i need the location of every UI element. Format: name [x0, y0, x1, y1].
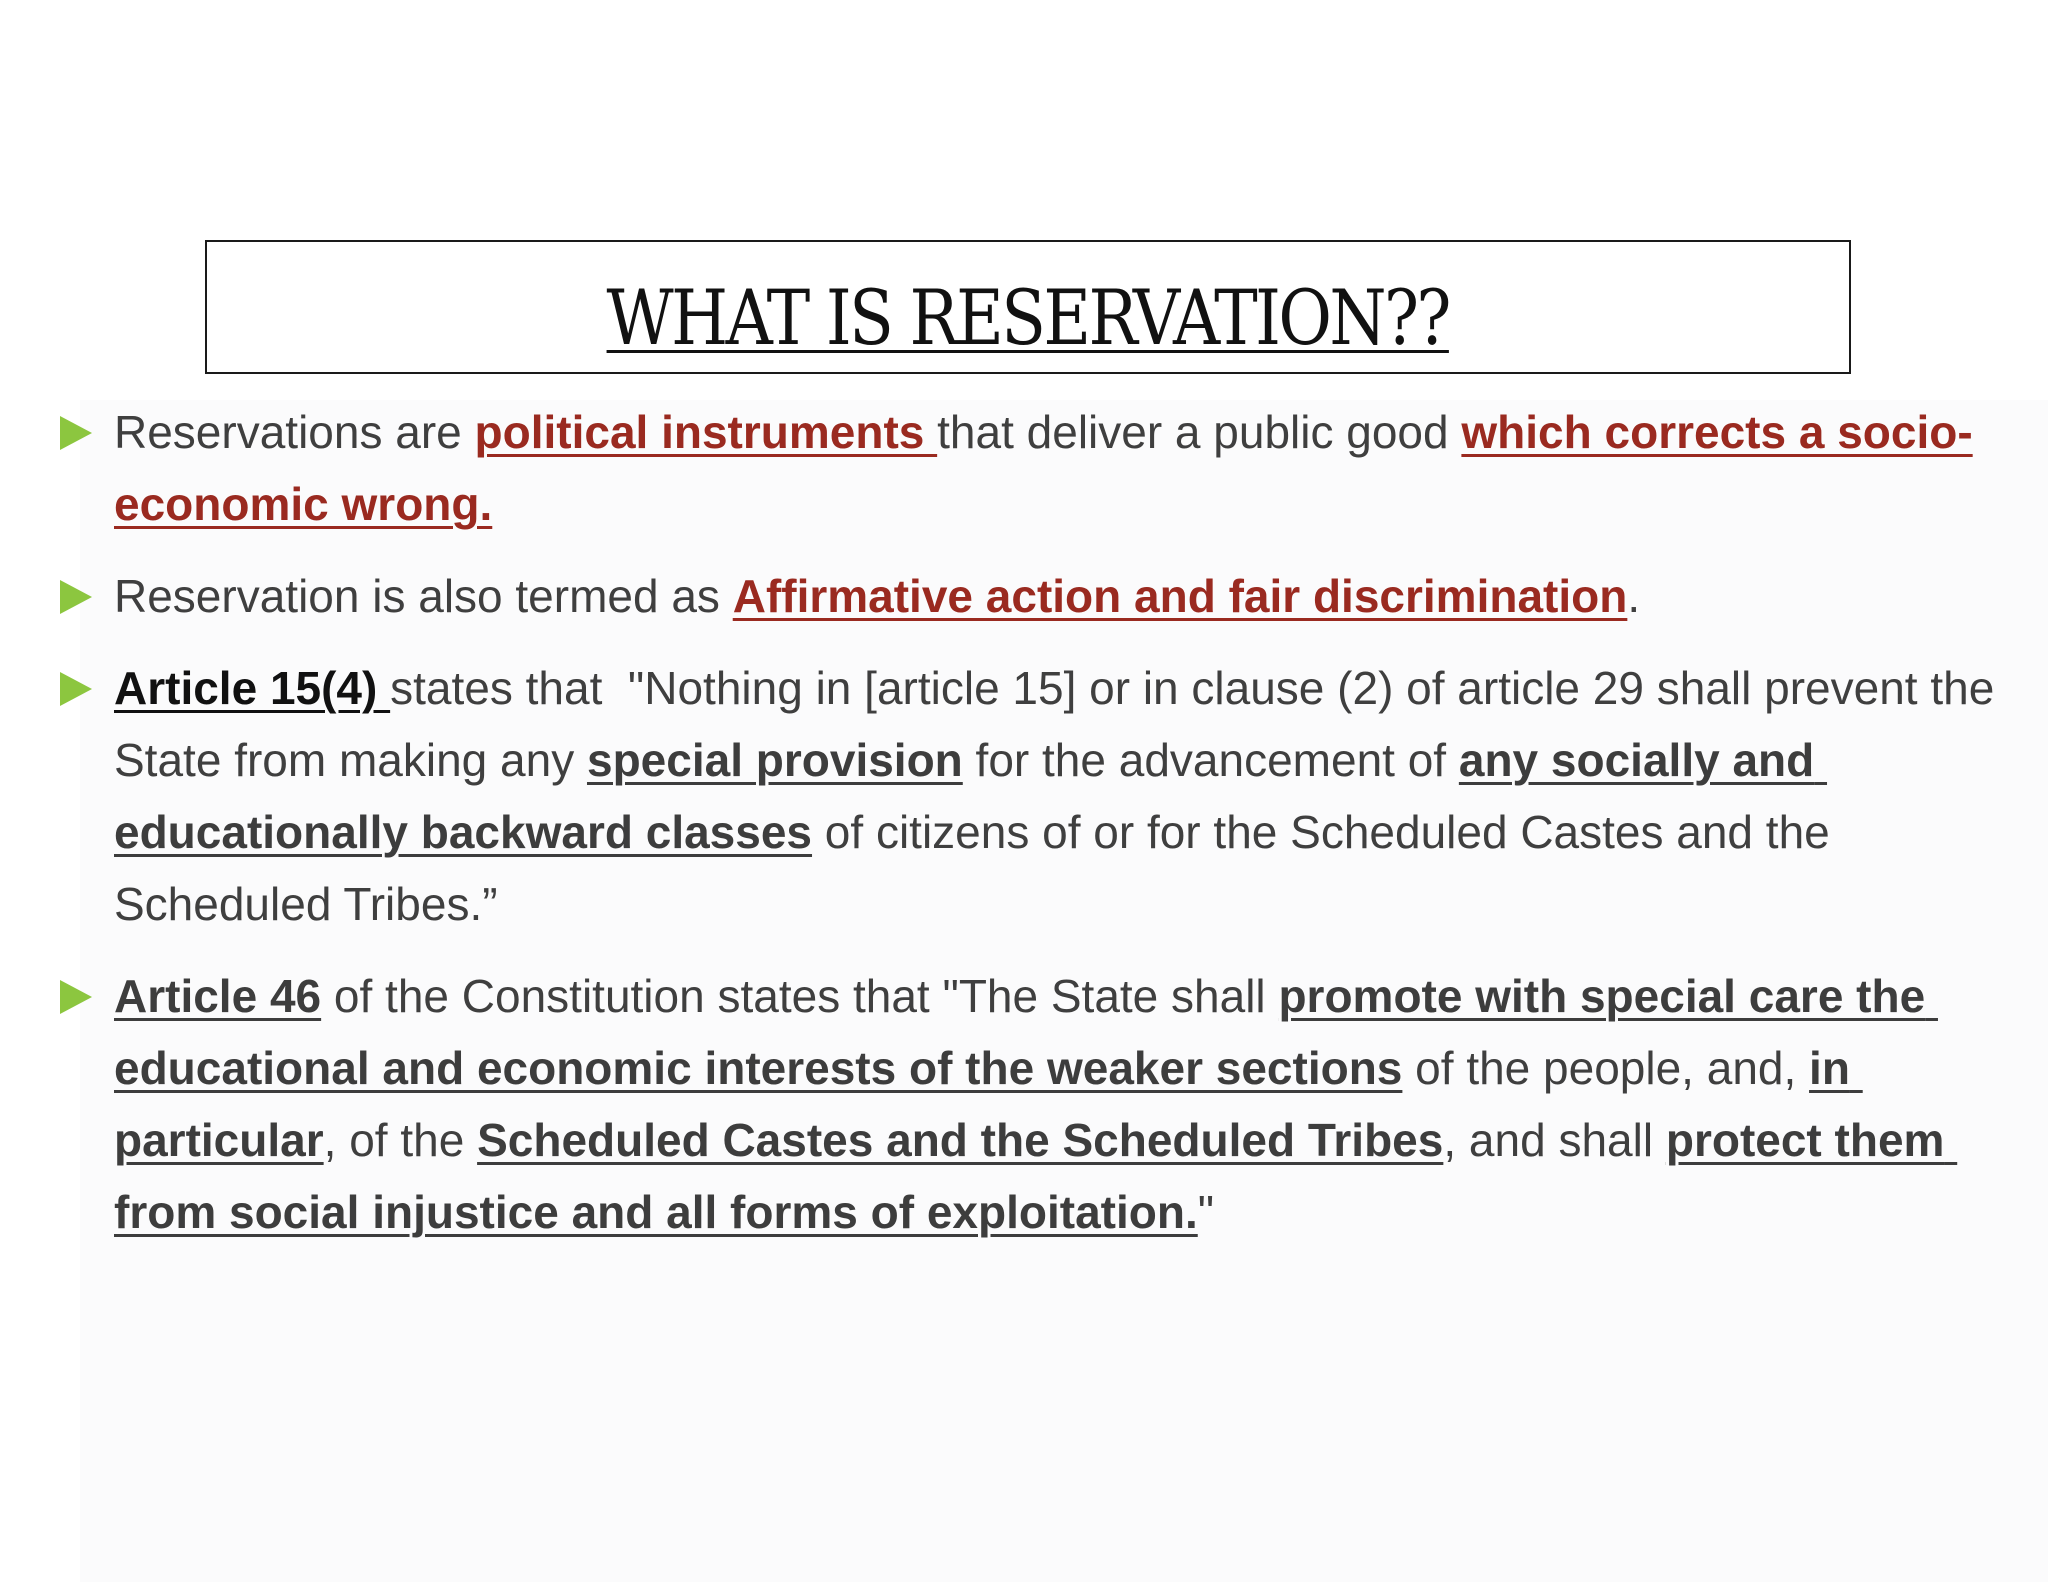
bullet-text: of the people, and, — [1402, 1042, 1810, 1094]
emphasis-text: Affirmative action and fair discrimination — [732, 570, 1628, 622]
bullet-item — [56, 560, 2006, 632]
bullet-text: Reservations are — [114, 406, 475, 458]
emphasis-text: special provision — [586, 734, 963, 786]
bullet-text: , of the — [323, 1114, 478, 1166]
bullet-text: of citizens of or for the Scheduled Castes and the Scheduled Tribes.” — [114, 806, 1843, 930]
triangle-right-icon — [60, 416, 92, 450]
bullet-text: Reservation is also termed as — [114, 570, 733, 622]
title-box — [205, 240, 1851, 374]
article-reference: Article 15(4) — [114, 662, 391, 714]
article-reference: Article 46 — [114, 970, 322, 1022]
bullet-text: of the Constitution states that "The State shall — [321, 970, 1279, 1022]
bullet-list — [56, 396, 2006, 1268]
triangle-right-icon — [60, 672, 92, 706]
triangle-right-icon — [60, 580, 92, 614]
bullet-text: states that "Nothing in [article 15] or in clause (2) of article 29 shall prevent the State from making any — [114, 662, 2008, 786]
bullet-text: for the advancement of — [962, 734, 1459, 786]
emphasis-text: promote with special care the educational and economic interests of the weaker sections — [114, 970, 1938, 1094]
bullet-text: that deliver a public good — [937, 406, 1462, 458]
slide-title: WHAT IS RESERVATION?? — [606, 273, 1450, 362]
bullet-text: " — [1197, 1186, 1215, 1238]
emphasis-text: Scheduled Castes and the Scheduled Tribes — [477, 1114, 1444, 1166]
bullet-item — [56, 652, 2006, 940]
triangle-right-icon — [60, 980, 92, 1014]
bullet-text: . — [1627, 570, 1641, 622]
emphasis-text: any socially and educationally backward classes — [114, 734, 1828, 858]
bullet-item — [56, 960, 2006, 1248]
emphasis-text: which corrects a socio-economic wrong. — [114, 406, 1973, 530]
emphasis-text: protect them from social injustice and all forms of exploitation. — [114, 1114, 1958, 1238]
emphasis-text: in particular — [114, 1042, 1863, 1166]
bullet-item — [56, 396, 2006, 540]
emphasis-text: political instruments — [474, 406, 938, 458]
bullet-text: , and shall — [1443, 1114, 1666, 1166]
